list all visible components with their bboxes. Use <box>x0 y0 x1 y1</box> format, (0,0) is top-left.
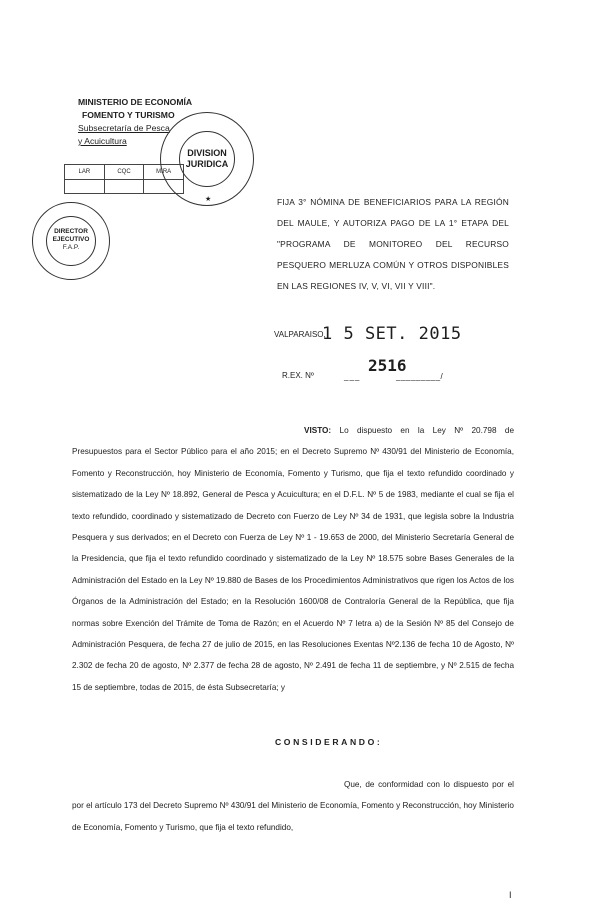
director-stamp-line3: F.A.P. <box>62 244 80 251</box>
place-label: VALPARAISO, <box>274 330 326 339</box>
visto-lead: VISTO: <box>304 426 332 435</box>
routing-cell-3: MIRA <box>156 169 172 175</box>
resolution-number-tail: _________/ <box>396 372 444 381</box>
resolution-number: 2516 <box>368 356 407 375</box>
considerando-paragraph: Que, de conformidad con lo dispuesto por el por el artículo 173 del Decreto Supremo Nº 430/91 del Ministerio de Economía, Fomento y Reconstrucción, hoy Ministerio de Economía, Fomento y Turismo, que fija el texto refundido, <box>72 780 514 832</box>
resolution-number-blank: ___ <box>344 372 361 381</box>
routing-cell-1: LAR <box>65 165 105 179</box>
routing-cell-2: CQC <box>105 165 145 179</box>
director-stamp <box>32 202 110 280</box>
star-icon: ★ <box>205 196 212 203</box>
juridica-stamp-top-text: DIVISION <box>187 148 227 158</box>
routing-cell-4 <box>65 180 105 193</box>
ministry-subtitle: FOMENTO Y TURISMO <box>82 110 175 120</box>
visto-paragraph <box>72 420 514 698</box>
considerando-heading: CONSIDERANDO: <box>275 737 383 747</box>
subsecretaria-name-2: y Acuicultura <box>78 136 127 146</box>
director-stamp-line1: DIRECTOR <box>54 228 88 235</box>
date-stamp: 1 5 SET. 2015 <box>322 324 462 344</box>
resolution-number-label: R.EX. Nº <box>282 371 314 380</box>
director-stamp-line2: EJECUTIVO <box>52 236 90 243</box>
resolution-subject: FIJA 3° NÓMINA DE BENEFICIARIOS PARA LA REGIÓN DEL MAULE, Y AUTORIZA PAGO DE LA 1° ETAPA DEL "PROGRAMA DE MONITOREO DEL RECURSO PESQUERO MERLUZA COMÚN Y OTROS DISPONIBLES EN LAS REGIONES IV, V, VI, VII Y VIII". <box>277 197 509 291</box>
ministry-name: MINISTERIO DE ECONOMÍA <box>78 97 193 107</box>
juridica-stamp <box>160 112 254 206</box>
subsecretaria-name: Subsecretaría de Pesca <box>78 123 170 133</box>
visto-body: Lo dispuesto en la Ley Nº 20.798 de Presupuestos para el Sector Público para el año 2015; en el Decreto Supremo Nº 430/91 del Ministerio de Economía, Fomento y Reconstrucción, hoy Ministerio de Economía, Fomento y Turismo, que fija el texto refundido coordinado y sistematizado de la Ley Nº 18.892, General de Pesca y Acuicultura; en el D.F.L. Nº 5 de 1983, mediante el cual se fija el texto refundido, coordinado y sistematizado de Decreto con Fuerzo de Ley Nº 34 de 1931, que legisla sobre la Industria Pesquera y sus derivados; en el Decreto con Fuerza de Ley Nº 1 - 19.653 de 2000, del Ministerio Secretaría General de la Presidencia, que fija el texto refundido coordinado y sistematizado de la Ley Nº 18.575 sobre Bases Generales de la Administración del Estado en la Ley Nº 19.880 de Bases de los Procedimientos Administrativos que rigen los Actos de los Órganos de la Administración del Estado; en la Resolución 1600/08 de Contraloría General de la República, que fija normas sobre Exención del Trámite de Toma de Razón; en el Acuerdo Nº 7 letra a) de la Sesión Nº 85 del Consejo de Administración Pesquera, de fecha 27 de julio de 2015, en las Resoluciones Exentas Nº2.136 de fecha 10 de Agosto, Nº 2.302 de fecha 20 de agosto, Nº 2.377 de fecha 28 de agosto, Nº 2.491 de fecha 11 de septiembre, y Nº 2.515 de fecha 15 de septiembre, todas de 2015, de ésta Subsecretaría; y <box>72 426 514 692</box>
page-mark: I <box>509 890 512 900</box>
routing-cell-5 <box>105 180 145 193</box>
juridica-stamp-bottom-text: JURIDICA <box>185 159 229 169</box>
